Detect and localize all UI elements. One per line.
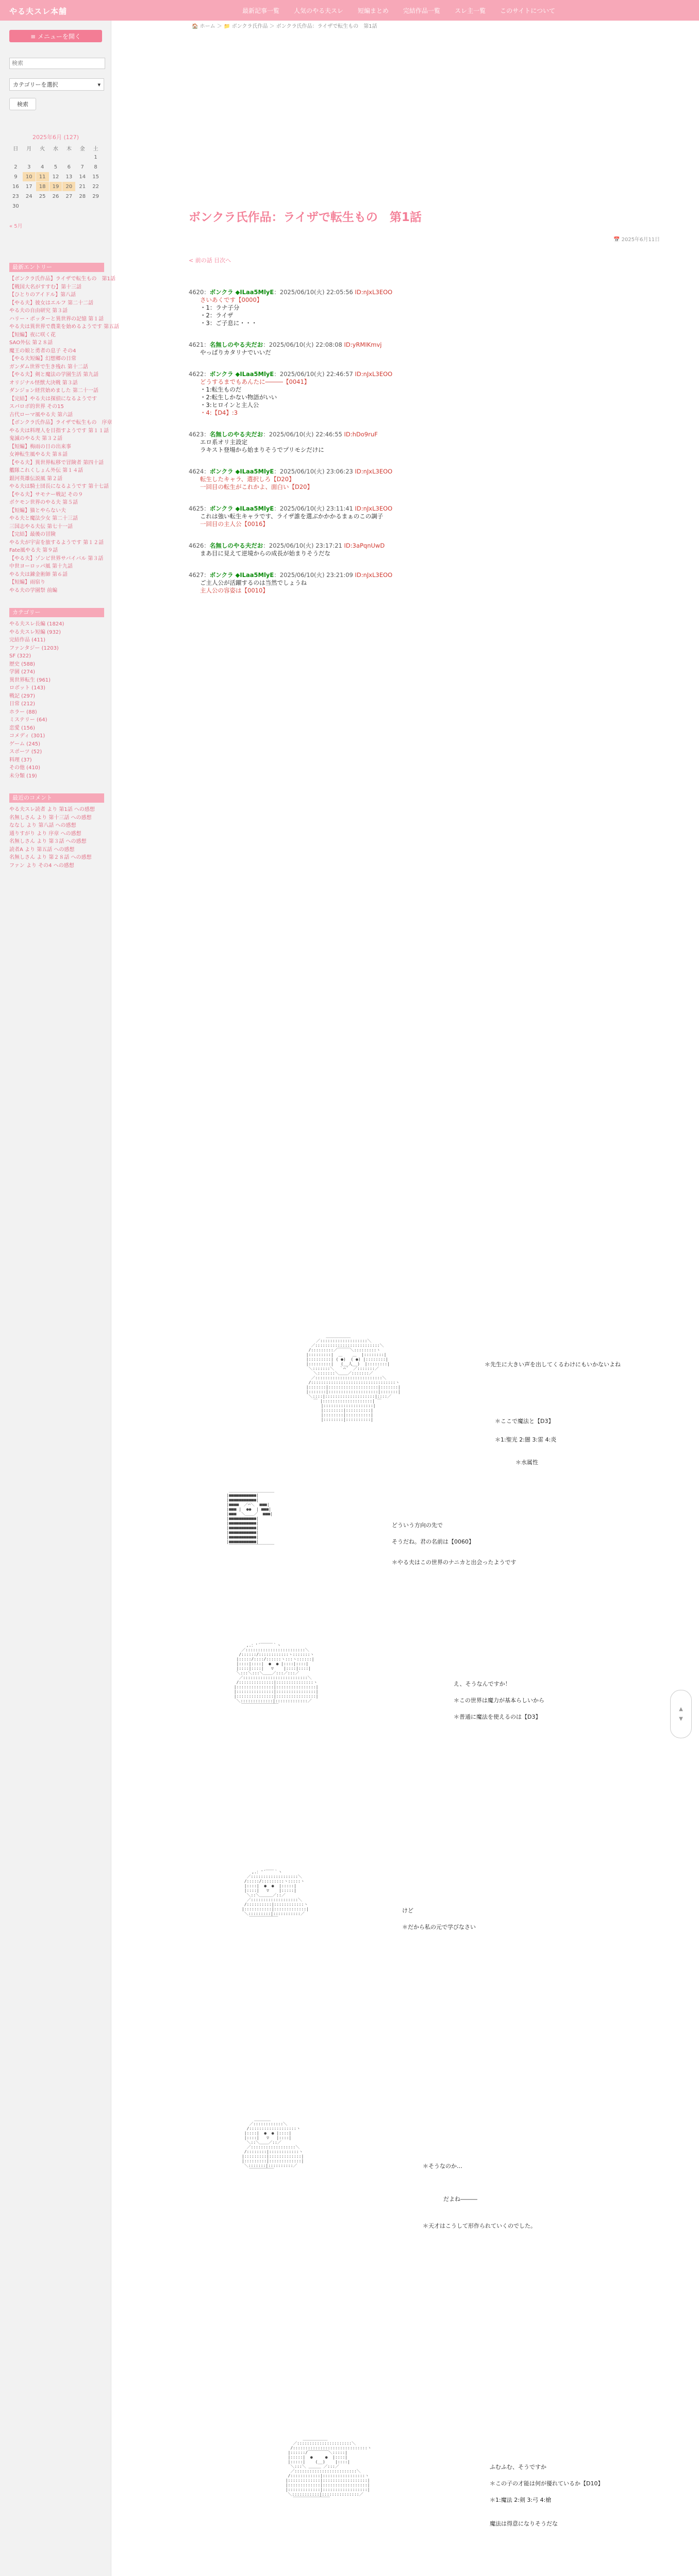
post-author: ボンクラ ◆ILaa5MlyE [209,370,274,378]
post-number[interactable]: 4620： [189,289,210,296]
sidebar-category-link[interactable]: 異世界転生 (961) [9,677,51,683]
sidebar-comment-link[interactable]: 通りすがり より 序章 への感想 [9,831,81,837]
sidebar-comment-link[interactable]: 名無しさん より 第十三話 への感想 [9,815,92,821]
post [189,468,642,491]
calendar-date[interactable]: 6 [67,164,71,170]
calendar-date[interactable]: 27 [65,193,73,199]
post-id: ID:hDo9ruF [344,431,378,438]
ascii-art-figure: ,.：'´￣￣｀ヽ ／:::::::::::::::::::＼ /:::::/:::::::::ヽ:::::ヽ |::::| ● ● |:::::| |::::| ▽ |:::::| ＼::＼＿＿＿／::／ ／:::::::::::::::::::＼ /::::::::::|::::::::::::ヽ |:::::::::::|:::::::::::::| ＼:::::::::|:::::::::::／ ￣￣￣￣￣￣￣ [241,1870,309,1921]
post [189,370,642,417]
sidebar-entry-link[interactable]: Fate風やる夫 第９話 [9,548,58,553]
calendar-date[interactable]: 24 [25,193,32,199]
post-line: 一回目の主人公【0016】 [200,520,269,528]
sidebar-category-link[interactable]: ホラー (88) [9,709,37,715]
aa-caption: ＊そうなのか… [423,2163,462,2170]
calendar-date[interactable]: 5 [54,164,58,170]
sidebar-category-link[interactable]: ミステリー (64) [9,717,47,723]
sidebar-entry-link[interactable]: 【ひとりのアイドル】第八話 [9,292,76,298]
sidebar-entry-link[interactable]: やる夫が宇宙を旅するようです 第１２話 [9,539,104,546]
calendar-date[interactable]: 23 [12,193,19,199]
sidebar-entry-link[interactable]: 【短編】猫とやらない夫 [9,507,66,514]
calendar-date [23,152,36,162]
calendar-date[interactable]: 19 [49,182,62,191]
sidebar-category-link[interactable]: スポーツ (52) [9,749,42,755]
sidebar-entry-link[interactable]: 【完結】やる夫は探偵になるようです [9,396,97,402]
post-line: ラキスト登場から始まりそうでプリモシだけに [200,446,324,453]
aa-caption: ＊1:聖光 2:闇 3:雷 4:炎 [495,1436,557,1443]
sidebar-entry-link[interactable]: 女神転生風やる夫 第８話 [9,452,68,457]
aa-caption: ＊水属性 [515,1459,538,1466]
sidebar-entry-link[interactable]: やる夫の自由研究 第３話 [9,308,68,314]
calendar-weekdays [9,143,102,152]
calendar-date [36,201,49,211]
post-number[interactable]: 4627： [189,571,210,579]
categories-heading: カテゴリー [9,608,104,617]
post-author: ボンクラ ◆ILaa5MlyE [209,571,274,579]
post-body [189,438,642,454]
sidebar-entry-link[interactable]: 【ボンクラ氏作品】ライザで転生もの 序章 [9,420,112,426]
aa-caption: ＊普通に魔法を使えるのは【D3】 [454,1714,541,1720]
post-id: ID:nJxL3EOO [355,289,393,296]
category-search-button[interactable]: 検索 [9,98,36,110]
calendar-date[interactable]: 9 [14,174,18,180]
topnav-item[interactable]: 最新記事一覧 [242,7,280,14]
post-number[interactable]: 4622： [189,370,210,378]
sidebar-category-link[interactable]: 未分類 (19) [9,773,37,779]
sidebar-comment-link[interactable]: 名無しさん より 第２８話 への感想 [9,855,92,860]
topnav-item[interactable]: 短編まとめ [358,7,389,14]
post-line: 転生したキャラ、選択しろ【D20】 [200,476,295,483]
calendar-date[interactable]: 26 [52,193,59,199]
post-line: ・2：ライザ [200,312,234,319]
post-line: ・2:転生しかない物語がいい [200,394,277,401]
post-id: ID:nJxL3EOO [355,468,393,475]
post-date: ：2025/06/10(火) 23:06:23 [274,468,355,475]
sidebar-comment-link[interactable]: ファン より その4 への感想 [9,862,74,869]
calendar-date[interactable]: 25 [39,193,46,199]
post [189,571,642,595]
sidebar-entry-link[interactable]: 【戦国大名がすすむ】第十三話 [9,284,82,290]
recent-comments-heading: 最近のコメント [9,793,104,803]
calendar-weekday: 土 [93,146,98,152]
calendar-date[interactable]: 22 [92,183,99,190]
calendar-date [36,152,49,162]
post [189,505,642,528]
calendar-date[interactable]: 18 [36,182,49,191]
aa-caption: だよね――― [443,2196,477,2202]
calendar-date[interactable]: 1 [94,154,97,160]
aa-caption: ＊1:魔法 2:剣 3:弓 4:槍 [490,2497,552,2503]
calendar-weekday: 木 [66,146,72,152]
calendar-date[interactable]: 12 [52,174,59,180]
sidebar-entry-link[interactable]: やる夫は騎士団長になるようです 第十七話 [9,484,109,489]
sidebar-category-link[interactable]: ゲーム (245) [9,741,41,747]
post-header [189,341,642,349]
calendar-title: 2025年6月 (127) [32,134,79,141]
sidebar-entry-link[interactable]: 【やる夫】ゾンビ世界サバイバル 第３話 [9,555,104,562]
sidebar-entry-link[interactable]: ポケモン世界のやる夫 第５話 [9,500,78,505]
sidebar-entry-link[interactable]: 【短編】雨宿り [9,580,45,585]
ascii-art-figure: ＿＿＿＿＿＿ ／:::::::::::::::::::＼ ／::::::::::::::::::::::::::＼ /:::::::::／￣￣￣＼:::::::::ヽ |:::::::::| ＿ ＿ |::::::::| |:::::::::| ( ●) ( ●) |::::::::| |:::::::::| (__人__) |::::::::| ＼:::::::＼ ｀⌒´ ／:::::::／ ＼:::::::＼＿＿／:::::::／ ／:::::::::::::::::::::::::::＼ /::::::::::::::::::::::::::::::::::ヽ |:::::::|::::::::::::::::::::|:::::::| |:::::::|::::::::::::::::::::|:::::::| ＼::::|::::::::::::::::::::|::::／ ￣ |::::::::::::::::::::| ￣ |::::::::::::::::::::| |::::::::|::::::::::| |::::::::|::::::::::| |::::::::|::::::::::| [306,1334,401,1422]
calendar-date [49,201,62,211]
article-date: 📅 2025年6月11日 [613,237,660,243]
post-author: ボンクラ ◆ILaa5MlyE [209,505,274,512]
post-date: ：2025/06/10(火) 23:17:21 [263,542,344,549]
post-header [189,431,642,438]
calendar-date[interactable]: 10 [23,172,36,181]
sidebar-entry-link[interactable]: 鬼滅のやる夫 第３２話 [9,436,63,442]
calendar [9,133,102,211]
aa-caption: ＊この子の才能は何が優れているか【D10】 [490,2480,604,2487]
post-body [189,513,642,528]
sidebar-comment-link[interactable]: 名無しさん より 第３話 への感想 [9,839,87,844]
post-author: 名無しのやる夫だお [209,431,263,438]
post-line: さいあくです【0000】 [200,296,263,303]
post-body [189,550,642,557]
sidebar-entry-link[interactable]: 中世ヨーロッパ風 第十九話 [9,564,73,569]
recent-entries-heading: 最新エントリー [9,263,104,272]
aa-caption: そうだね。君の名前は【0060】 [392,1538,474,1545]
post-number[interactable]: 4625： [189,505,210,512]
sidebar-entry-link[interactable]: 【完結】最後の冒険 [9,532,56,537]
sidebar-category-link[interactable]: ロボット (143) [9,685,46,691]
sidebar-entry-link[interactable]: 【やる夫】異世界転移で冒険者 第四十話 [9,460,104,466]
post-date: ：2025/06/10(火) 22:46:57 [274,370,355,378]
post-author: ボンクラ ◆ILaa5MlyE [209,289,274,296]
sidebar-comment-link[interactable]: やる夫スレ読者 より 第1話 への感想 [9,807,95,812]
post-id: ID:3aPqnUwD [344,542,385,549]
aa-caption: ＊やる夫はこの世界のナニカと出会ったようです [392,1559,517,1566]
page-title: ボンクラ氏作品：ライザで転生もの 第1話 [189,211,422,224]
recent-entries-list [9,275,120,595]
ascii-art-figure: ,.：'´￣￣￣｀ヽ ／::::::::::::::::::::::::＼ /::::::/::::::::::::ヽ:::::::ヽ |:::::/::::/::::::ヽ:::ヽ::::::| |::::|::::| ● ● |::::|::::| |::::|::::| ▽ |::::|::::| ＼:::＼:::＼＿＿／:::／:::／ ／::::::::::::::::::::::::::＼ /::::::::::::::|:::::::::::::::ヽ |:::::::::::::::|::::::::::::::::| |:::::::::::::::|::::::::::::::::| |:::::::::::::::|::::::::::::::::| ＼:::::::::::::|:::::::::::::／ ￣￣￣￣￣￣￣￣￣ [234,1643,319,1708]
sidebar-category-link[interactable]: その他 (410) [9,765,41,771]
aa-caption: どういう方向の先で [392,1522,443,1529]
calendar-date[interactable]: 15 [92,174,99,180]
sidebar-category-link[interactable]: 歴史 (588) [9,661,36,667]
category-select[interactable] [9,78,104,91]
sidebar-entry-link[interactable]: 三国志やる夫伝 第七十一話 [9,523,73,530]
calendar-date[interactable]: 2 [14,164,18,170]
aa-caption: ＊この世界は魔力が基本らしいから [454,1697,544,1704]
post-number[interactable]: 4624： [189,468,210,475]
aa-caption: ふむふむ、そうですか [490,2464,546,2470]
aa-caption: え、そうなんですか！ [454,1681,511,1687]
post-date: ：2025/06/10(火) 22:46:55 [263,431,344,438]
breadcrumb[interactable]: 🏠 ホーム ＞ 📁 ボンクラ氏作品 ＞ ボンクラ氏作品：ライザで転生もの 第1話 [192,24,377,29]
sidebar-entry-link[interactable]: 【やる夫】剣と魔法の学園生活 第九話 [9,372,99,378]
post-date: ：2025/06/10(火) 22:05:56 [274,289,355,296]
post [189,431,642,454]
sidebar-category-link[interactable]: ファンタジー (1203) [9,645,59,651]
sidebar-entry-link[interactable]: ハリー・ポッターと異世界の記憶 第１話 [9,316,104,322]
calendar-weekday: 日 [13,146,19,152]
category-select-label: カテゴリーを選択 [13,81,58,88]
sidebar-entry-link[interactable]: 【ボンクラ氏作品】ライザで転生もの 第1話 [9,276,115,282]
article-pager[interactable]: < 前の話 目次へ [189,257,231,264]
calendar-dates [9,152,102,211]
sidebar-category-link[interactable]: 料理 (37) [9,757,32,763]
post-date: ：2025/06/10(火) 23:11:41 [274,505,355,512]
aa-caption: ＊天才はこうして形作られていくのでした。 [423,2223,536,2229]
arrow-up-icon[interactable]: ▲ [679,1706,683,1712]
post-number[interactable]: 4621： [189,341,210,348]
calendar-date[interactable]: 3 [27,164,31,170]
calendar-date[interactable]: 13 [65,174,73,180]
calendar-date [23,201,36,211]
sidebar-category-link[interactable]: 完結作品 (411) [9,637,46,643]
sidebar-entry-link[interactable]: 艦隊これくしょん外伝 第１４話 [9,468,84,473]
post-id: ID:nJxL3EOO [355,370,393,378]
post-body [189,296,642,327]
post-header [189,468,642,476]
calendar-date[interactable]: 16 [12,183,19,190]
sidebar-category-link[interactable]: 戦記 (297) [9,693,36,699]
top-nav [242,6,555,15]
sidebar-category-link[interactable]: 恋愛 (156) [9,725,36,731]
aa-caption: けど [402,1907,413,1914]
aa-caption: ＊先生に大きい声を出してくるわけにもいかないよね [485,1361,621,1368]
post-body [189,579,642,595]
sidebar-entry-link[interactable]: 【やる夫】彼女はエルフ 第二十二話 [9,300,94,306]
post-header [189,542,642,550]
menu-open-button[interactable]: ≡ メニューを開く [9,30,102,42]
calendar-date [49,152,62,162]
categories-list [9,620,104,780]
search-input[interactable] [9,58,105,69]
sidebar-entry-link[interactable]: オリジナル怪獣大決戦 第３話 [9,380,78,386]
post-header [189,289,642,296]
post [189,542,642,557]
post-id: ID:nJxL3EOO [355,571,393,579]
calendar-date[interactable]: 7 [80,164,84,170]
post-number[interactable]: 4623： [189,431,210,438]
sidebar-entry-link[interactable]: やる夫は異世界で農業を始めるようです 第五話 [9,324,120,330]
calendar-date [76,152,89,162]
post-header [189,370,642,378]
sidebar-category-link[interactable]: やる夫スレ長編 (1824) [9,621,64,627]
post-line: 一回目の転生がこれかよ、面白い【D20】 [200,483,313,490]
calendar-date[interactable]: 14 [79,174,86,180]
sidebar-entry-link[interactable]: 古代ローマ風やる夫 第六話 [9,412,73,418]
site-title[interactable]: やる夫スレ本舗 [9,7,68,16]
calendar-date[interactable]: 28 [79,193,86,199]
post-author: ボンクラ ◆ILaa5MlyE [209,468,274,475]
aa-caption: ＊だから私の元で学びなさい [402,1924,476,1930]
post-body [189,378,642,417]
topnav-item[interactable]: 完結作品一覧 [403,7,441,14]
post-line: ・1:転生ものだ [200,386,242,393]
post-id: ID:nJxL3EOO [355,505,393,512]
post-line: ご主人公が活躍するのは当然でしょうね [200,579,307,586]
post-author: 名無しのやる夫だお [209,542,263,549]
post-line: まあ目に見えて逆境からの成長が始まりそうだな [200,550,330,557]
post-line: やっぱりカタリナでいいだ [200,349,271,356]
post-line: ・4:【D4】:3 [200,409,238,416]
sidebar-comment-link[interactable]: ななし より 第八話 への感想 [9,823,76,828]
calendar-date[interactable]: 4 [40,164,44,170]
ascii-art-figure: ＿＿＿＿＿＿ ／::::::::::::::::::::::＼ /::::::::::::::::::::::::::::::ヽ |::::::/￣￣￣￣￣＼:::::| |:::::| ● ● |::::| |:::::| (__) |::::| ＼:::＼ ＿＿＿ ／:::／ ／:::::::::::::::::::::::::＼ /::::::::::::|:::::::::::::::::ヽ |:::::::::::::|::::::::::::::::::| |:::::::::::::|::::::::::::::::::| |:::::::::::::|::::::::::::::::::| ＼:::::::::::|:::::::::::::::／ ￣￣￣￣￣￣￣￣￣ [285,2436,372,2501]
sidebar-entry-link[interactable]: スパロボ的世界 その15 [9,404,64,410]
post-author: 名無しのやる夫だお [209,341,263,348]
sidebar-category-link[interactable]: コメディ (301) [9,733,45,739]
sidebar-entry-link[interactable]: 【やる夫短編】幻想郷の日常 [9,356,76,362]
scroll-buttons [670,1690,692,1738]
sidebar-category-link[interactable]: SF (322) [9,653,31,659]
calendar-weekday: 水 [53,146,58,152]
post-date: ：2025/06/10(火) 22:08:08 [263,341,344,348]
post-body [189,349,642,357]
calendar-date[interactable]: 30 [12,203,19,209]
chevron-down-icon: ▾ [97,81,101,88]
arrow-down-icon[interactable]: ▼ [679,1716,683,1722]
topnav-item[interactable]: このサイトについて [500,7,555,14]
sidebar-entry-link[interactable]: やる夫と魔法少女 第二十三話 [9,516,78,521]
calendar-date[interactable]: 8 [94,164,97,170]
sidebar-category-link[interactable]: 学園 (274) [9,669,36,675]
topnav-item[interactable]: 人気のやる夫スレ [294,7,344,14]
ascii-art-figure: ＿＿＿＿ ／::::::::::::＼ /:::::::::::::::::::ヽ |::::| ● ● |::::| |::::| ▽ |::::| ＼::＼＿＿／::／ ／::::::::::::::::::＼ /::::::::|::::::::::::ヽ |:::::::::|:::::::::::::| |:::::::::|:::::::::::::| ＼:::::::|::::::::::／ ￣￣￣￣￣￣ [241,2117,304,2173]
post-date: ：2025/06/10(火) 23:21:09 [274,571,355,579]
post-header [189,571,642,579]
sidebar-category-link[interactable]: やる夫スレ短編 (932) [9,629,61,635]
sidebar-entry-link[interactable]: SAO外伝 第２８話 [9,340,53,346]
calendar-date[interactable]: 29 [92,193,99,199]
aa-caption: ＊ここで魔法と【D3】 [495,1418,554,1425]
post [189,341,642,357]
sidebar-entry-link[interactable]: やる夫は錬金術師 第６話 [9,571,68,578]
post-header [189,505,642,513]
calendar-date[interactable]: 11 [36,172,49,181]
calendar-weekday: 金 [79,146,85,152]
calendar-date[interactable]: 21 [79,183,86,190]
post-number[interactable]: 4626： [189,542,210,549]
sidebar-entry-link[interactable]: 【短編】夜に咲く花 [9,332,56,338]
post-body [189,476,642,491]
sidebar-comment-link[interactable]: 読者A より 第五話 への感想 [9,846,75,853]
calendar-weekday: 火 [40,146,45,152]
calendar-date [62,152,75,162]
ascii-art-figure: ＿＿＿＿＿＿＿＿＿＿＿ |■■■■■■■■■■■| |■■■■■■■■■■■| |■■■■ ／⌒＼ ■■■| |■■■ | ●● | ■■■| |■■■ ＼＿＿／ ■■■| |■■■■■■■■■■■| |■■■■■■■■■■■| |■■■■■■■■■■■| |■■■■■■■■■■■| |■■■■■■■■■■■| |■■■■■■■■■■■| ￣￣￣￣￣￣￣￣￣￣￣ [226,1488,275,1549]
post [189,289,642,327]
post-line: ・3:ヒロインと主人公 [200,401,259,409]
sidebar-category-link[interactable]: 日常 (212) [9,701,36,707]
sidebar-entry-link[interactable]: 【短編】梅雨の日の出来事 [9,444,71,450]
topnav-item[interactable]: スレ主一覧 [455,7,486,14]
sidebar-entry-link[interactable]: ダンジョン経営始めました 第二十一話 [9,388,98,394]
aa-caption: 魔法は得意になりそうだな [490,2520,558,2527]
post-line: エロ系オリ主設定 [200,438,247,446]
calendar-prev-link[interactable]: « 5月 [9,224,23,229]
calendar-date [76,201,89,211]
calendar-date[interactable]: 20 [62,182,75,191]
calendar-date [62,201,75,211]
recent-comments-list [9,806,104,870]
calendar-date[interactable]: 17 [25,183,32,190]
sidebar-entry-link[interactable]: 【やる夫】サモナー戦記 その９ [9,492,84,498]
post-line: ・3：ご子息に・・・ [200,319,257,327]
post-line: どうするまでもあんたに―――【0041】 [200,378,310,385]
sidebar-entry-link[interactable]: やる夫は料理人を目指すようです 第１１話 [9,428,109,434]
sidebar-entry-link[interactable]: 魔王の娘と勇者の息子 その4 [9,348,76,354]
sidebar-entry-link[interactable]: ガンダム世界で生き残れ 第十二話 [9,364,88,370]
post-line: 主人公の容姿は【0010】 [200,587,269,594]
post-id: ID:yRMIKmvj [344,341,382,348]
post-line: これは強い転生キャラです、ライザ誰を選ぶかかかるまぁのこの調子 [200,513,384,520]
post-line: ・1：ラナ子分 [200,304,240,311]
sidebar-entry-link[interactable]: 銀河英雄伝説風 第２話 [9,476,63,482]
calendar-weekday: 月 [26,146,32,152]
sidebar-entry-link[interactable]: やる夫の学園祭 前編 [9,587,58,594]
sidebar [0,21,120,2576]
calendar-date [9,152,22,162]
top-bar [0,0,699,21]
